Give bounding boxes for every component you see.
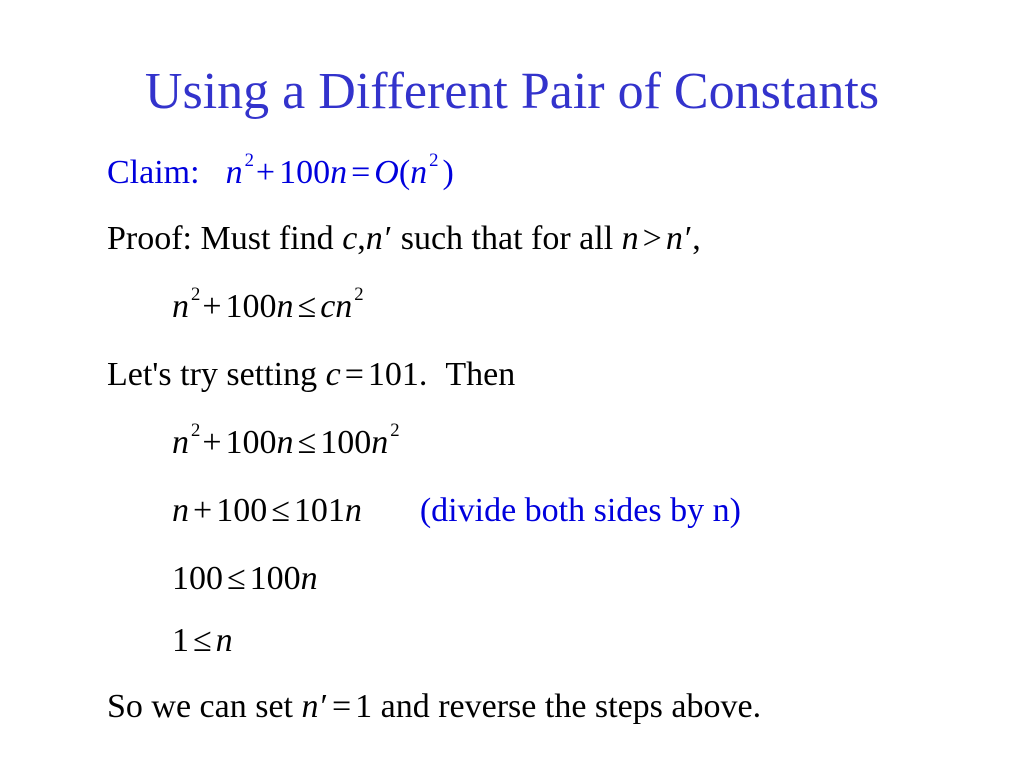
claim-coefficient: 100 xyxy=(279,154,331,191)
ineq3-var-n: n xyxy=(172,492,189,529)
ineq5-constant: 1 xyxy=(172,622,189,659)
claim-paren-close: ) xyxy=(442,154,454,191)
conclusion-var-n: n xyxy=(301,688,319,725)
inequality-3 xyxy=(172,494,741,528)
ineq4-coefficient: 100 xyxy=(249,560,301,597)
ineq1-var-n-2: n xyxy=(276,288,294,325)
conclusion-prime: ′ xyxy=(320,688,328,725)
claim-label: Claim: xyxy=(107,154,200,191)
ineq1-plus: + xyxy=(202,288,222,325)
try-line xyxy=(107,358,515,392)
proof-greater-than: > xyxy=(642,220,662,257)
conclusion-equals: = xyxy=(331,688,352,725)
ineq2-exponent: 2 xyxy=(191,420,201,442)
try-equals: = xyxy=(344,356,364,393)
claim-var-n-2: n xyxy=(330,154,348,191)
ineq5-less-equal: ≤ xyxy=(193,622,212,659)
ineq1-var-n: n xyxy=(172,288,189,325)
conclusion-value: 1 xyxy=(355,688,373,725)
proof-prime-2: ′ xyxy=(684,220,693,257)
ineq1-var-c: c xyxy=(320,288,336,325)
inequality-4 xyxy=(172,562,318,596)
divide-note: (divide both sides by n) xyxy=(419,492,741,529)
try-value: 101. xyxy=(367,356,428,393)
ineq4-less-equal: ≤ xyxy=(227,560,246,597)
ineq1-less-equal: ≤ xyxy=(297,288,317,325)
conclusion-text-2: and reverse the steps above. xyxy=(372,688,762,725)
claim-big-o: O xyxy=(374,154,399,191)
ineq3-plus: + xyxy=(193,492,213,529)
proof-end-comma: , xyxy=(692,220,701,257)
slide-title: Using a Different Pair of Constants xyxy=(144,63,880,120)
claim-exponent: 2 xyxy=(244,150,254,172)
ineq3-less-equal: ≤ xyxy=(271,492,290,529)
ineq2-exponent-2: 2 xyxy=(390,420,400,442)
ineq5-var-n: n xyxy=(215,622,233,659)
try-var-c: c xyxy=(325,356,341,393)
proof-var-n-2: n xyxy=(621,220,639,257)
conclusion-line xyxy=(107,690,761,724)
ineq1-exponent-2: 2 xyxy=(354,284,364,306)
ineq3-coefficient: 101 xyxy=(293,492,345,529)
inequality-5 xyxy=(172,624,233,658)
ineq1-var-n-3: n xyxy=(335,288,353,325)
ineq2-less-equal: ≤ xyxy=(297,424,317,461)
claim-equals: = xyxy=(351,154,371,191)
inequality-2 xyxy=(172,420,400,461)
ineq2-coefficient: 100 xyxy=(225,424,277,461)
ineq1-exponent: 2 xyxy=(191,284,201,306)
proof-var-c: c xyxy=(342,220,358,257)
claim-paren-open: ( xyxy=(398,154,411,191)
ineq4-constant: 100 xyxy=(172,560,223,597)
ineq1-coefficient: 100 xyxy=(225,288,277,325)
ineq2-var-n-3: n xyxy=(371,424,389,461)
proof-text-1: Proof: Must find xyxy=(107,220,343,257)
proof-comma: , xyxy=(357,220,366,257)
try-text-2: Then xyxy=(445,356,516,393)
ineq3-var-n-2: n xyxy=(344,492,362,529)
ineq3-constant: 100 xyxy=(216,492,268,529)
inequality-1 xyxy=(172,284,364,325)
claim-plus: + xyxy=(255,154,276,191)
proof-var-n-3: n xyxy=(665,220,683,257)
conclusion-text-1: So we can set xyxy=(107,688,302,725)
ineq4-var-n: n xyxy=(300,560,318,597)
claim-exponent-2: 2 xyxy=(429,150,439,172)
proof-var-n: n xyxy=(365,220,383,257)
claim-var-n-3: n xyxy=(410,154,428,191)
ineq2-plus: + xyxy=(202,424,222,461)
ineq2-coefficient-2: 100 xyxy=(320,424,372,461)
proof-prime: ′ xyxy=(384,220,393,257)
ineq2-var-n: n xyxy=(172,424,189,461)
proof-text-2: such that for all xyxy=(392,220,622,257)
ineq2-var-n-2: n xyxy=(276,424,294,461)
claim-line xyxy=(107,150,454,191)
try-text-1: Let's try setting xyxy=(107,356,326,393)
claim-var-n: n xyxy=(225,154,243,191)
proof-line xyxy=(107,222,701,256)
